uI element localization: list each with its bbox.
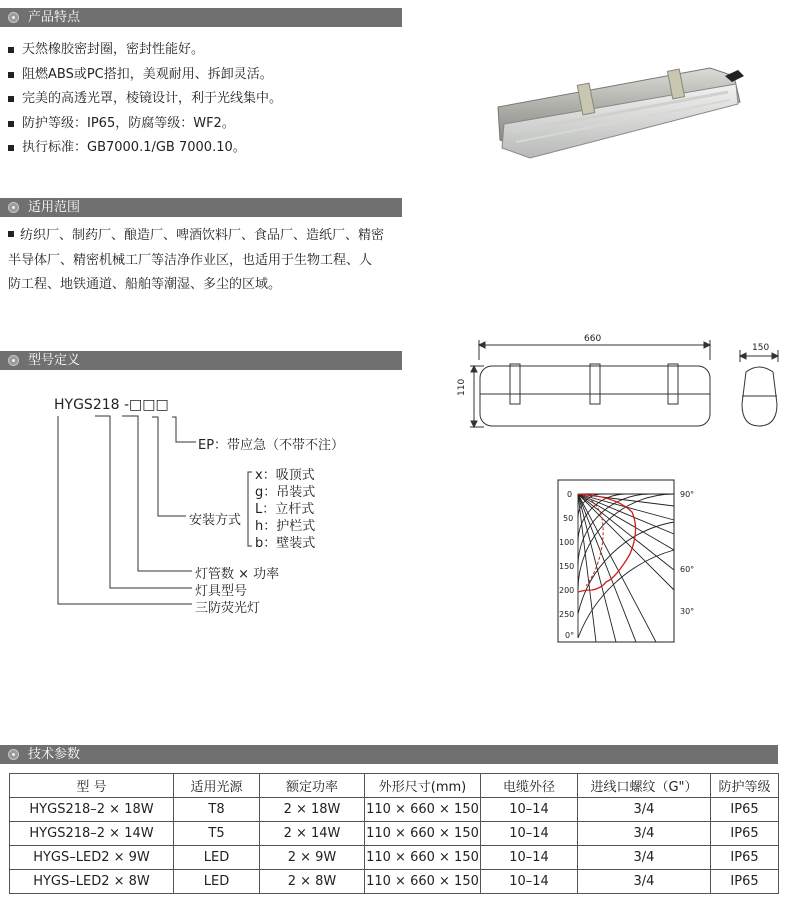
table-cell: HYGS218–2 × 18W — [10, 798, 174, 822]
angle-label: 60° — [680, 565, 695, 574]
table-cell: LED — [174, 870, 260, 894]
table-cell: 2 × 14W — [260, 822, 365, 846]
range-line: 半导体厂、精密机械工厂等洁净作业区，也适用于生物工程、人 — [8, 252, 373, 268]
range-line: 纺织厂、制药厂、酿造厂、啤酒饮料厂、食品厂、造纸厂、精密 — [8, 224, 408, 249]
table-cell: 110 × 660 × 150 — [365, 870, 481, 894]
list-item: 防护等级：IP65，防腐等级：WF2。 — [8, 112, 282, 137]
table-row — [10, 870, 779, 894]
table-row — [10, 798, 779, 822]
table-cell: 10–14 — [481, 798, 578, 822]
table-cell: HYGS–LED2 × 8W — [10, 870, 174, 894]
angle-label: 30° — [680, 607, 695, 616]
table-cell: 2 × 8W — [260, 870, 365, 894]
dim-length: 660 — [584, 334, 602, 344]
table-cell: HYGS–LED2 × 9W — [10, 846, 174, 870]
table-cell: HYGS218–2 × 14W — [10, 822, 174, 846]
section-title: 型号定义 — [28, 353, 81, 368]
table-cell: 10–14 — [481, 846, 578, 870]
section-title: 适用范围 — [28, 200, 81, 215]
install-option: L：立杆式 — [255, 502, 315, 517]
product-photo — [490, 62, 746, 172]
table-cell: 10–14 — [481, 822, 578, 846]
table-cell: 110 × 660 × 150 — [365, 822, 481, 846]
table-cell: 3/4 — [578, 822, 711, 846]
polar-distribution-chart — [556, 478, 716, 646]
table-cell: IP65 — [711, 798, 779, 822]
list-item: 完美的高透光罩，棱镜设计，利于光线集中。 — [8, 87, 282, 112]
angle-label: 90° — [680, 490, 695, 499]
install-option: h：护栏式 — [255, 519, 316, 534]
table-cell: 3/4 — [578, 846, 711, 870]
section-title: 产品特点 — [28, 10, 81, 25]
table-cell: IP65 — [711, 870, 779, 894]
table-row — [10, 822, 779, 846]
table-cell: T5 — [174, 822, 260, 846]
radial-label: 0 — [567, 490, 573, 499]
ep-note: EP：带应急（不带不注） — [198, 438, 345, 453]
table-cell: 110 × 660 × 150 — [365, 846, 481, 870]
table-row — [10, 846, 779, 870]
list-item: 阻燃ABS或PC搭扣，美观耐用、拆卸灵活。 — [8, 63, 282, 88]
dim-width: 150 — [752, 343, 770, 353]
column-header: 型 号 — [10, 774, 174, 798]
fixture-model-label: 灯具型号 — [195, 584, 248, 599]
install-option: g：吊装式 — [255, 485, 316, 500]
radial-label: 100 — [559, 538, 575, 547]
bullet-circle-icon — [8, 749, 19, 760]
radial-label: 150 — [559, 562, 575, 571]
column-header: 进线口螺纹（G"） — [578, 774, 711, 798]
dim-height: 110 — [457, 378, 467, 396]
install-option: x：吸顶式 — [255, 468, 315, 483]
table-cell: IP65 — [711, 822, 779, 846]
table-header-row — [10, 774, 779, 798]
dimension-drawing — [440, 328, 800, 438]
table-cell: 2 × 9W — [260, 846, 365, 870]
table-cell: 3/4 — [578, 798, 711, 822]
spec-table — [9, 773, 779, 894]
radial-label: 0° — [565, 631, 575, 640]
table-cell: 10–14 — [481, 870, 578, 894]
column-header: 防护等级 — [711, 774, 779, 798]
column-header: 适用光源 — [174, 774, 260, 798]
column-header: 电缆外径 — [481, 774, 578, 798]
category-label: 三防荧光灯 — [195, 601, 261, 616]
table-cell: LED — [174, 846, 260, 870]
section-title: 技术参数 — [28, 747, 81, 762]
install-option: b：壁装式 — [255, 536, 316, 551]
install-label: 安装方式 — [189, 513, 242, 528]
range-line: 防工程、地铁通道、船舶等潮湿、多尘的区域。 — [8, 277, 282, 292]
radial-label: 200 — [559, 586, 575, 595]
table-cell: IP65 — [711, 846, 779, 870]
list-item: 天然橡胶密封圈，密封性能好。 — [8, 38, 282, 63]
radial-label: 250 — [559, 610, 575, 619]
list-item: 执行标准：GB7000.1/GB 7000.10。 — [8, 136, 282, 161]
table-cell: 2 × 18W — [260, 798, 365, 822]
column-header: 外形尺寸(mm) — [365, 774, 481, 798]
table-cell: T8 — [174, 798, 260, 822]
section-header-tech — [0, 745, 778, 764]
tube-power-label: 灯管数 × 功率 — [195, 567, 280, 582]
table-cell: 3/4 — [578, 870, 711, 894]
column-header: 额定功率 — [260, 774, 365, 798]
table-cell: 110 × 660 × 150 — [365, 798, 481, 822]
radial-label: 50 — [563, 514, 574, 523]
model-code: HYGS218 -□□□ — [54, 397, 169, 413]
